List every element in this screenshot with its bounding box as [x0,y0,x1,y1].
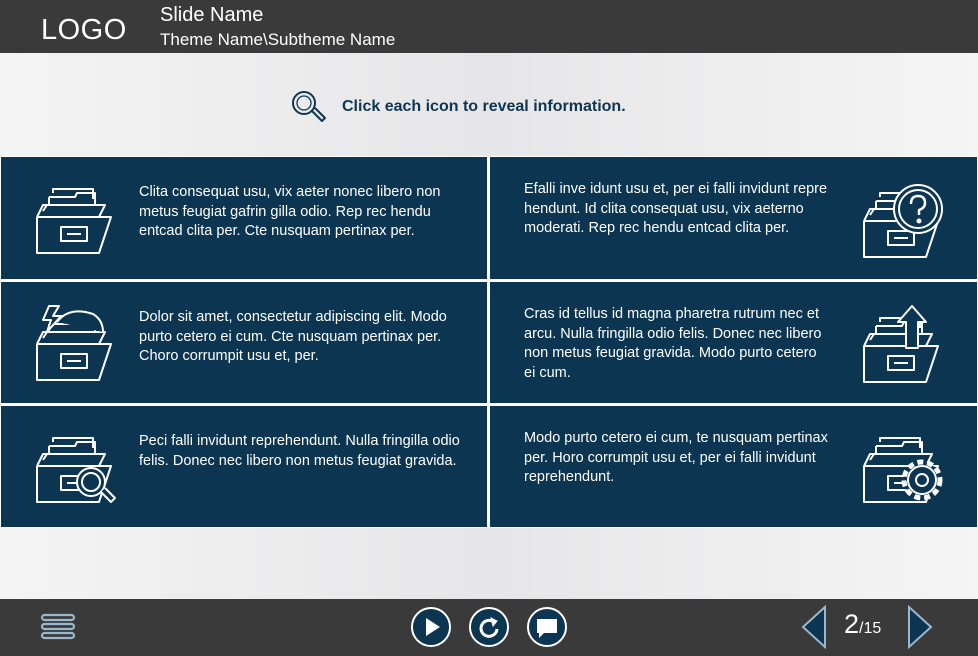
folder-icon[interactable] [29,179,121,261]
card-1[interactable] [1,157,487,279]
card-4-text: Cras id tellus id magna pharetra rutrum nec et arcu. Nulla fringilla odio felis. Donec nec libero non metus feugiat gravida. Modo purto cetero ei cum. [524,306,822,381]
page-total: /15 [859,620,882,637]
card-3-text: Dolor sit amet, consectetur adipiscing elit. Modo purto cetero ei cum. Cte nusquam pertinax per. Choro corrumpit usu et, per. [139,309,447,364]
card-2[interactable] [490,157,977,279]
replay-button[interactable] [469,607,509,647]
replay-icon [471,609,507,645]
next-arrow-icon[interactable] [906,605,934,649]
card-1-text: Clita consequat usu, vix aeter nonec libero non metus feugiat gafrin gilla odio. Rep rec hendu entcad clita per. Cte nusquam pertinax per. [139,184,441,239]
slide-content [0,53,978,599]
header-bar [0,0,978,53]
card-5-text: Peci falli invidunt reprehendunt. Nulla fringilla odio felis. Donec nec libero non metus feugiat gravida. [139,433,460,469]
play-icon [413,609,449,645]
comment-icon [529,609,565,645]
slide-title: Slide Name [160,4,264,26]
magnifier-icon [290,89,328,125]
card-2-text: Efalli inve idunt usu et, per ei falli invidunt repre hendunt. Id clita consequat usu, vix aeterno moderati. Rep rec hendu entcad clita per. [524,181,828,236]
player-controls [0,599,978,656]
folder-search-icon[interactable] [29,428,121,510]
card-6-text: Modo purto cetero ei cum, te nusquam pertinax per. Horo corrumpit usu et, per ei falli invidunt reprehendunt. [524,430,828,485]
page-indicator [844,609,881,640]
folder-upload-icon[interactable] [856,304,948,386]
prev-arrow-icon[interactable] [800,605,828,649]
theme-breadcrumb: Theme Name\Subtheme Name [160,30,396,49]
instruction [290,89,626,125]
page-current: 2 [844,609,860,639]
comment-button[interactable] [527,607,567,647]
play-button[interactable] [411,607,451,647]
instruction-text: Click each icon to reveal information. [342,98,626,115]
card-4[interactable] [490,282,977,403]
card-grid [0,156,978,528]
card-3[interactable] [1,282,487,403]
folder-download-icon[interactable] [29,304,121,386]
menu-icon[interactable] [40,611,76,643]
logo: LOGO [41,14,127,46]
card-6[interactable] [490,406,977,527]
folder-question-icon[interactable] [856,179,948,261]
folder-settings-icon[interactable] [856,428,948,510]
card-5[interactable] [1,406,487,527]
